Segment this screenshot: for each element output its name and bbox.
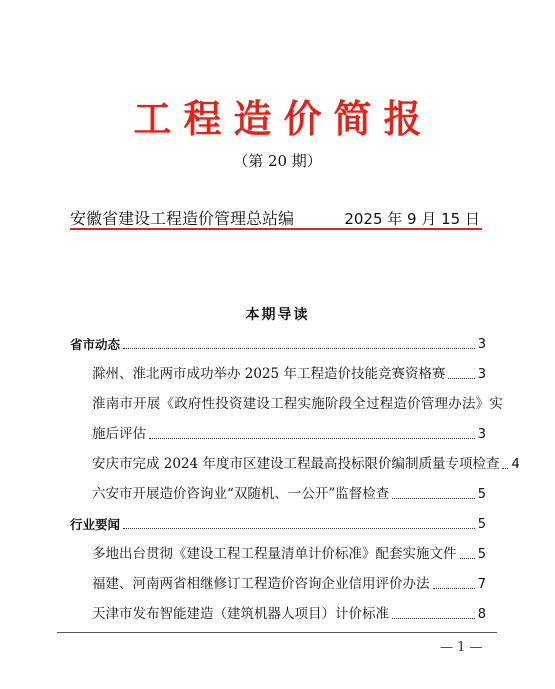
toc-section[interactable] (70, 336, 486, 353)
toc-entry-title: 安庆市完成 2024 年度市区建设工程最高投标限价编制质量专项检查 (92, 456, 500, 472)
toc-page-number: 7 (477, 577, 486, 592)
toc-page-number: 3 (477, 427, 486, 442)
toc-entry-title: 多地出台贯彻《建设工程工程量清单计价标准》配套实施文件 (92, 546, 457, 562)
toc-dot-leader (149, 438, 475, 439)
toc-page-number: 5 (477, 487, 486, 502)
toc-page-number: 4 (511, 457, 520, 472)
toc-section[interactable] (70, 516, 486, 533)
toc-dot-leader (123, 348, 475, 349)
masthead-title: 工程造价简报 (133, 97, 434, 141)
toc-entry-title: 省市动态 (70, 337, 121, 352)
toc-entry[interactable] (70, 426, 486, 443)
toc-heading: 本期导读 (245, 307, 310, 323)
toc-entry[interactable] (70, 396, 503, 413)
toc-entry[interactable] (70, 366, 486, 383)
toc-page-number: 5 (477, 547, 486, 562)
toc-entry[interactable] (70, 486, 486, 503)
toc-dot-leader (392, 498, 474, 499)
toc-dot-leader (433, 588, 475, 589)
toc-entry-title: 福建、河南两省相继修订工程造价咨询企业信用评价办法 (92, 576, 430, 592)
issue-number: （第 20 期） (233, 152, 322, 170)
toc-entry[interactable] (70, 546, 486, 563)
publisher-row (70, 206, 480, 229)
toc-dot-leader (448, 378, 474, 379)
toc-dot-leader (502, 468, 508, 469)
toc-entry-title: 天津市发布智能建造（建筑机器人项目）计价标准 (92, 606, 389, 622)
toc-entry[interactable] (70, 456, 520, 473)
publish-date: 2025 年 9 月 15 日 (344, 210, 480, 228)
toc-entry-title: 六安市开展造价咨询业“双随机、一公开”监督检查 (92, 486, 390, 502)
toc-dot-leader (392, 618, 475, 619)
toc-entry-title: 滁州、淮北两市成功举办 2025 年工程造价技能竞赛资格赛 (92, 366, 446, 382)
toc-page-number: 3 (477, 367, 486, 382)
page-number: — 1 — (440, 640, 483, 655)
toc-entry-title: 行业要闻 (70, 517, 121, 532)
toc-entry-title: 淮南市开展《政府性投资建设工程实施阶段全过程造价管理办法》实 (92, 396, 503, 412)
table-of-contents (70, 336, 520, 623)
toc-page-number: 3 (477, 337, 486, 352)
toc-entry-title: 施后评估 (92, 426, 146, 442)
footer-divider (57, 632, 497, 633)
toc-dot-leader (460, 558, 475, 559)
toc-entry[interactable] (70, 576, 486, 593)
header-divider (70, 228, 482, 230)
toc-page-number: 8 (477, 607, 486, 622)
toc-entry[interactable] (70, 606, 486, 623)
toc-page-number: 5 (477, 517, 486, 532)
toc-dot-leader (123, 528, 475, 529)
publisher-name: 安徽省建设工程造价管理总站编 (70, 209, 295, 228)
